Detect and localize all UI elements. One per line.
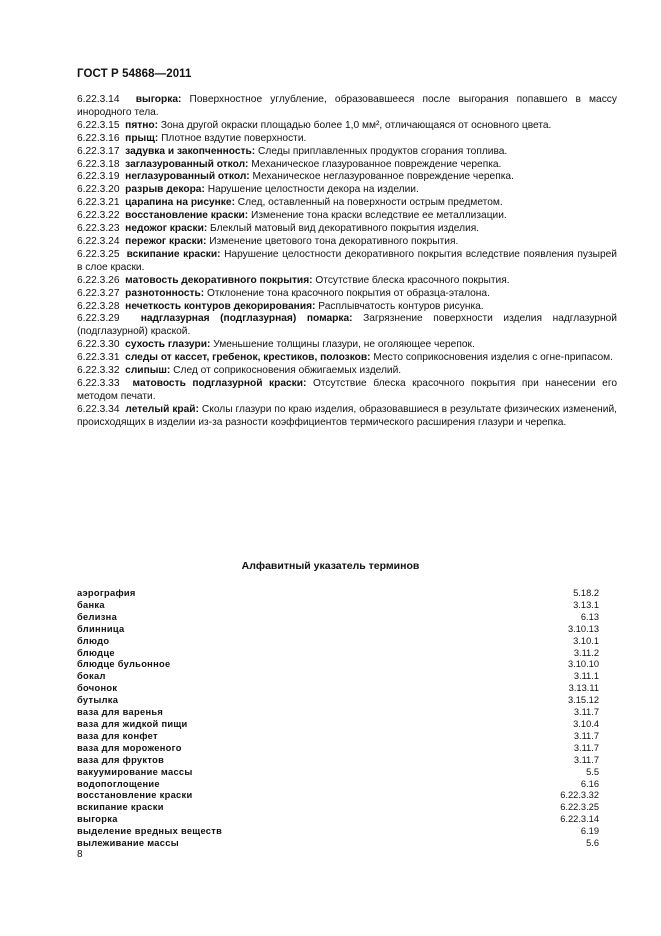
definition-item bbox=[77, 301, 617, 314]
definition-text: Блеклый матовый вид декоративного покрытия изделия. bbox=[207, 223, 480, 235]
definition-term: пережог краски: bbox=[125, 235, 207, 247]
definition-number: 6.22.3.23 bbox=[77, 223, 120, 235]
definition-text: Следы приплавленных продуктов сгорания топлива. bbox=[255, 145, 508, 157]
index-entry bbox=[77, 814, 599, 826]
definition-term: разрыв декора: bbox=[125, 184, 205, 196]
index-entry bbox=[77, 624, 599, 636]
index-reference: 6.13 bbox=[580, 611, 599, 622]
definition-term: матовость декоративного покрытия: bbox=[125, 274, 313, 286]
definition-term: пятно: bbox=[125, 119, 159, 131]
index-reference: 3.10.4 bbox=[573, 718, 599, 729]
index-term: банка bbox=[77, 599, 105, 610]
index-term: бочонок bbox=[77, 683, 118, 694]
definition-term: выгорка: bbox=[135, 94, 182, 105]
index-term: выделение вредных веществ bbox=[77, 826, 223, 837]
index-term: ваза для варенья bbox=[77, 707, 164, 718]
definition-number: 6.22.3.24 bbox=[77, 235, 120, 247]
definition-item bbox=[77, 365, 617, 378]
index-term: ваза для мороженого bbox=[77, 742, 182, 753]
definition-term: летелый край: bbox=[125, 403, 199, 415]
index-reference: 5.5 bbox=[586, 766, 599, 777]
index-reference: 5.6 bbox=[586, 838, 599, 849]
definitions-section bbox=[77, 94, 617, 430]
index-reference: 3.11.7 bbox=[573, 730, 599, 741]
definition-number: 6.22.3.22 bbox=[77, 210, 120, 222]
index-entry bbox=[77, 648, 599, 660]
index-reference: 6.22.3.25 bbox=[560, 802, 599, 813]
index-reference: 3.11.1 bbox=[573, 671, 599, 682]
index-term: ваза для конфет bbox=[77, 730, 158, 741]
definition-number: 6.22.3.34 bbox=[77, 403, 120, 415]
definition-item bbox=[77, 197, 617, 210]
definition-item bbox=[77, 404, 617, 430]
definition-term: заглазурованный откол: bbox=[125, 158, 249, 170]
index-entry bbox=[77, 779, 599, 791]
index-reference: 6.22.3.32 bbox=[560, 790, 599, 801]
definition-text: Загрязнение поверхности изделия надглазурной (подглазурной) краской. bbox=[77, 313, 617, 338]
definition-item bbox=[77, 184, 617, 197]
index-term: вылеживание массы bbox=[77, 838, 179, 849]
definition-text: Поверхностное углубление, образовавшееся после выгорания попавшего в массу инородного тела. bbox=[77, 94, 617, 118]
index-term: восстановление краски bbox=[77, 790, 193, 801]
index-entry bbox=[77, 659, 599, 671]
definition-number: 6.22.3.33 bbox=[77, 377, 120, 389]
definition-item bbox=[77, 275, 617, 288]
index-entry bbox=[77, 695, 599, 707]
index-reference: 3.11.7 bbox=[573, 754, 599, 765]
index-reference: 3.11.7 bbox=[573, 742, 599, 753]
definition-text: Уменьшение толщины глазури, не оголяющее черепок. bbox=[210, 339, 475, 351]
definition-text: След от соприкосновения обжигаемых изделий. bbox=[170, 365, 402, 377]
index-reference: 6.22.3.14 bbox=[560, 814, 599, 825]
page-number: 8 bbox=[77, 849, 83, 860]
index-entry bbox=[77, 683, 599, 695]
definition-number: 6.22.3.14 bbox=[77, 94, 120, 105]
term-index bbox=[77, 588, 599, 850]
index-entry bbox=[77, 838, 599, 850]
definition-number: 6.22.3.20 bbox=[77, 184, 120, 196]
definition-text: Сколы глазури по краю изделия, образовавшиеся в результате физических изменений, происходящих в изделии из-за разности коэффициентов термического расширения глазури и черепка. bbox=[77, 403, 617, 428]
definition-term: слипыш: bbox=[125, 365, 171, 377]
definition-number: 6.22.3.27 bbox=[77, 287, 120, 299]
index-entry bbox=[77, 755, 599, 767]
index-term: вскипание краски bbox=[77, 802, 164, 813]
index-reference: 3.15.12 bbox=[567, 695, 599, 706]
definition-item bbox=[77, 288, 617, 301]
index-term: блюдо bbox=[77, 635, 110, 646]
definition-item bbox=[77, 236, 617, 249]
index-term: ваза для фруктов bbox=[77, 754, 165, 765]
index-term: блюдце бульонное bbox=[77, 659, 171, 670]
definition-text: След, оставленный на поверхности острым предметом. bbox=[234, 197, 503, 209]
index-entry bbox=[77, 636, 599, 648]
definition-term: сухость глазури: bbox=[125, 339, 211, 351]
index-entry bbox=[77, 671, 599, 683]
index-entry bbox=[77, 767, 599, 779]
index-reference: 3.11.7 bbox=[573, 707, 599, 718]
definition-term: следы от кассет, гребенок, крестиков, полозков: bbox=[125, 352, 371, 364]
definition-number: 6.22.3.19 bbox=[77, 171, 120, 183]
definition-text: Отсутствие блеска красочного покрытия. bbox=[312, 274, 510, 286]
index-entry bbox=[77, 707, 599, 719]
definition-item bbox=[77, 352, 617, 365]
definition-term: разнотонность: bbox=[125, 287, 205, 299]
definition-number: 6.22.3.32 bbox=[77, 365, 120, 377]
definition-number: 6.22.3.25 bbox=[77, 248, 120, 260]
definition-number: 6.22.3.18 bbox=[77, 158, 120, 170]
definition-number: 6.22.3.30 bbox=[77, 339, 120, 351]
definition-number: 6.22.3.21 bbox=[77, 197, 120, 209]
definition-number: 6.22.3.16 bbox=[77, 132, 120, 144]
index-reference: 3.10.10 bbox=[567, 659, 599, 670]
definition-item bbox=[77, 146, 617, 159]
definition-number: 6.22.3.31 bbox=[77, 352, 120, 364]
definition-text: Изменение тона краски вследствие ее металлизации. bbox=[248, 210, 507, 222]
index-entry bbox=[77, 612, 599, 624]
index-reference: 3.13.11 bbox=[568, 683, 599, 694]
index-reference: 3.10.13 bbox=[567, 623, 599, 634]
definition-item bbox=[77, 313, 617, 339]
index-term: вакуумирование массы bbox=[77, 766, 193, 777]
definition-text: Изменение цветового тона декоративного покрытия. bbox=[206, 235, 459, 247]
index-entry bbox=[77, 790, 599, 802]
definition-term: задувка и закопченность: bbox=[125, 145, 256, 157]
index-term: водопоглощение bbox=[77, 778, 160, 789]
document-header: ГОСТ Р 54868—2011 bbox=[77, 68, 192, 80]
index-reference: 6.16 bbox=[580, 778, 599, 789]
index-term: бокал bbox=[77, 671, 106, 682]
definition-number: 6.22.3.26 bbox=[77, 274, 120, 286]
definition-term: нечеткость контуров декорирования: bbox=[125, 300, 316, 312]
definition-item bbox=[77, 94, 617, 120]
definition-text: Отклонение тона красочного покрытия от образца-эталона. bbox=[204, 287, 490, 299]
index-entry bbox=[77, 826, 599, 838]
index-entry bbox=[77, 719, 599, 731]
index-term: бутылка bbox=[77, 695, 119, 706]
definition-item bbox=[77, 378, 617, 404]
definition-term: восстановление краски: bbox=[125, 210, 249, 222]
definition-term: вскипание краски: bbox=[126, 248, 221, 260]
index-term: блинница bbox=[77, 623, 125, 634]
definition-item bbox=[77, 133, 617, 146]
index-reference: 6.19 bbox=[580, 826, 599, 837]
index-reference: 5.18.2 bbox=[573, 588, 599, 598]
definition-text: Отсутствие блеска красочного покрытия при нанесении его методом печати. bbox=[77, 377, 617, 402]
definition-item bbox=[77, 249, 617, 275]
index-term: выгорка bbox=[77, 814, 118, 825]
index-entry bbox=[77, 731, 599, 743]
definition-text: Расплывчатость контуров рисунка. bbox=[315, 300, 484, 312]
definition-number: 6.22.3.17 bbox=[77, 145, 120, 157]
definition-item bbox=[77, 339, 617, 352]
definition-text: Место соприкосновения изделия с огне-припасом. bbox=[370, 352, 613, 364]
index-term: белизна bbox=[77, 611, 118, 622]
index-term: блюдце bbox=[77, 647, 115, 658]
definition-text: Механическое неглазурованное повреждение черепка. bbox=[249, 171, 514, 183]
definition-text: Плотное вздутие поверхности. bbox=[158, 132, 307, 144]
definition-term: недожог краски: bbox=[125, 223, 208, 235]
index-reference: 3.13.1 bbox=[573, 599, 599, 610]
definition-item bbox=[77, 223, 617, 236]
definition-text: Зона другой окраски площадью более 1,0 мм², отличающаяся от основного цвета. bbox=[158, 119, 552, 131]
definition-text: Нарушение целостности декоративного покрытия вследствие появления пузырей в слое краски. bbox=[77, 248, 617, 273]
definition-term: неглазурованный откол: bbox=[125, 171, 250, 183]
definition-text: Механическое глазурованное повреждение черепка. bbox=[248, 158, 502, 170]
index-title: Алфавитный указатель терминов bbox=[241, 560, 420, 572]
index-reference: 3.10.1 bbox=[573, 635, 599, 646]
definition-number: 6.22.3.15 bbox=[77, 119, 120, 131]
definition-item bbox=[77, 171, 617, 184]
definition-number: 6.22.3.28 bbox=[77, 300, 120, 312]
index-entry bbox=[77, 802, 599, 814]
index-reference: 3.11.2 bbox=[573, 647, 599, 658]
definition-term: прыщ: bbox=[125, 132, 159, 144]
index-term: аэрография bbox=[77, 588, 136, 598]
definition-term: матовость подглазурной краски: bbox=[132, 377, 307, 389]
index-entry bbox=[77, 743, 599, 755]
definition-item bbox=[77, 210, 617, 223]
definition-text: Нарушение целостности декора на изделии. bbox=[204, 184, 419, 196]
definition-number: 6.22.3.29 bbox=[77, 313, 120, 325]
index-entry bbox=[77, 600, 599, 612]
index-term: ваза для жидкой пищи bbox=[77, 718, 188, 729]
definition-term: надглазурная (подглазурная) помарка: bbox=[140, 313, 353, 325]
definition-item bbox=[77, 159, 617, 172]
definition-item bbox=[77, 120, 617, 133]
definition-term: царапина на рисунке: bbox=[125, 197, 235, 209]
index-entry bbox=[77, 588, 599, 600]
